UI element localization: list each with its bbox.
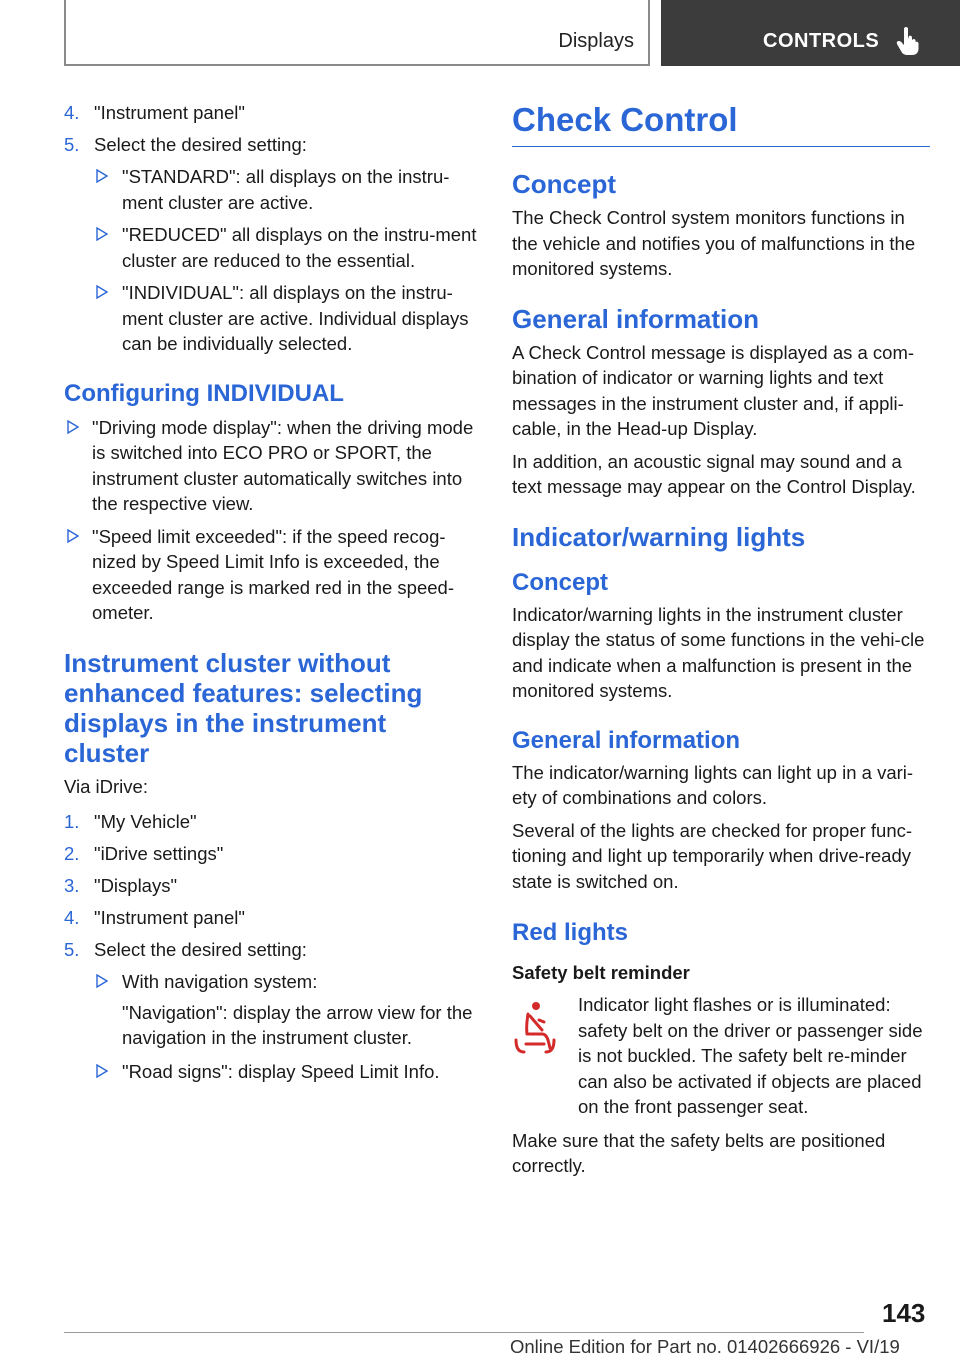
bullet-item (64, 164, 478, 215)
right-column (512, 100, 930, 1179)
header-chapter-tab (661, 0, 960, 66)
heading-general-information: General information (512, 303, 760, 334)
list-text: "Displays" (94, 875, 178, 896)
heading-lights-concept: Concept (512, 568, 608, 596)
bullet-item (64, 524, 478, 626)
triangle-bullet-icon (66, 529, 80, 543)
list-text: "My Vehicle" (94, 811, 197, 832)
triangle-bullet-icon (66, 420, 80, 434)
footer-edition: Online Edition for Part no. 01402666926 - VI/19 (510, 1336, 900, 1357)
heading-concept: Concept (512, 169, 616, 199)
list-number: 5. (64, 134, 80, 155)
belt-text: Indicator light flashes or is illuminated: safety belt on the driver or passenger side is not buckled. The safety belt re-minder can also be activated if objects are placed on the front passenger seat. (578, 994, 923, 1117)
general-text: In addition, an acoustic signal may sound and a text message may appear on the Control Display. (512, 450, 916, 497)
bullet-item (64, 222, 478, 273)
list-number: 1. (64, 811, 80, 832)
hand-pointer-icon (895, 26, 921, 56)
list-item (64, 132, 478, 158)
list-number: 2. (64, 843, 80, 864)
page-number: 143 (882, 1298, 926, 1328)
header-section-tab (64, 0, 650, 66)
belt-text-part (512, 990, 930, 1120)
bullet-item (64, 969, 478, 995)
belt-text-2: Make sure that the safety belts are positioned correctly. (512, 1129, 886, 1176)
list-text: "Instrument panel" (94, 102, 245, 123)
list-number: 5. (64, 939, 80, 960)
list-text: Select the desired setting: (94, 939, 307, 960)
bullet-item (64, 280, 478, 357)
list-item (64, 841, 478, 867)
bullet-text: "REDUCED" all displays on the instru-ment cluster are reduced to the essential. (122, 224, 477, 271)
bullet-item (64, 1059, 478, 1085)
triangle-bullet-icon (95, 974, 109, 988)
list-text: "Instrument panel" (94, 907, 245, 928)
left-column (64, 100, 478, 1091)
triangle-bullet-icon (95, 1064, 109, 1078)
list-number: 4. (64, 907, 80, 928)
seatbelt-warning-icon (512, 1000, 558, 1054)
lights-general-text: The indicator/warning lights can light up in a vari-ety of combinations and colors. (512, 761, 914, 808)
triangle-bullet-icon (95, 285, 109, 299)
list-item (64, 100, 478, 126)
bullet-text: "Driving mode display": when the driving mode is switched into ECO PRO or SPORT, the instrument cluster automatically switches into the respective view. (92, 416, 474, 514)
heading-configuring-individual: Configuring INDIVIDUAL (64, 379, 344, 407)
heading-instrument-cluster: Instrument cluster without enhanced features: selecting displays in the instrument cluster (64, 647, 423, 768)
bullet-item (64, 415, 478, 517)
concept-text: The Check Control system monitors functions in the vehicle and notifies you of malfunctions in the monitored systems. (512, 207, 916, 279)
lights-concept-text: Indicator/warning lights in the instrument cluster display the status of some functions in the vehi-cle and indicate when a malfunction is present in the monitored systems. (512, 603, 925, 701)
section-title: Displays (558, 30, 634, 52)
bullet-text: "INDIVIDUAL": all displays on the instru-ment cluster are active. Individual displays can be individually selected. (122, 282, 469, 354)
heading-lights-general: General information (512, 726, 741, 754)
heading-red-lights: Red lights (512, 919, 629, 946)
bullet-text: With navigation system: (122, 971, 318, 992)
bullet-text: "Speed limit exceeded": if the speed recog-nized by Speed Limit Info is exceeded, the exceeded range is marked red in the speed-ometer. (92, 525, 454, 623)
heading-safety-belt-reminder: Safety belt reminder (512, 962, 690, 983)
general-text: A Check Control message is displayed as a com-bination of indicator or warning lights and text messages in the instrument cluster and, if appli-cable, in the Head-up Display. (512, 341, 915, 439)
safety-belt-block (512, 990, 930, 1120)
list-number: 3. (64, 875, 80, 896)
bullet-text: "STANDARD": all displays on the instru-ment cluster are active. (122, 166, 450, 213)
footer-rule (64, 1332, 864, 1333)
bullet-continuation: "Navigation": display the arrow view for the navigation in the instrument cluster. (122, 1001, 473, 1048)
triangle-bullet-icon (95, 227, 109, 241)
via-idrive-text: Via iDrive: (64, 775, 148, 797)
chapter-title: CONTROLS (763, 30, 880, 52)
page-title: Check Control (512, 101, 738, 138)
heading-indicator-warning-lights: Indicator/warning lights (512, 521, 806, 552)
list-item (64, 905, 478, 931)
list-text: "iDrive settings" (94, 843, 224, 864)
title-rule (512, 100, 930, 147)
list-item (64, 809, 478, 835)
triangle-bullet-icon (95, 169, 109, 183)
list-item (64, 873, 478, 899)
lights-general-text: Several of the lights are checked for proper func-tioning and light up temporarily when drive-ready state is switched on. (512, 819, 913, 892)
list-number: 4. (64, 102, 80, 123)
list-text: Select the desired setting: (94, 134, 307, 155)
list-item (64, 937, 478, 963)
bullet-text: "Road signs": display Speed Limit Info. (122, 1060, 440, 1082)
